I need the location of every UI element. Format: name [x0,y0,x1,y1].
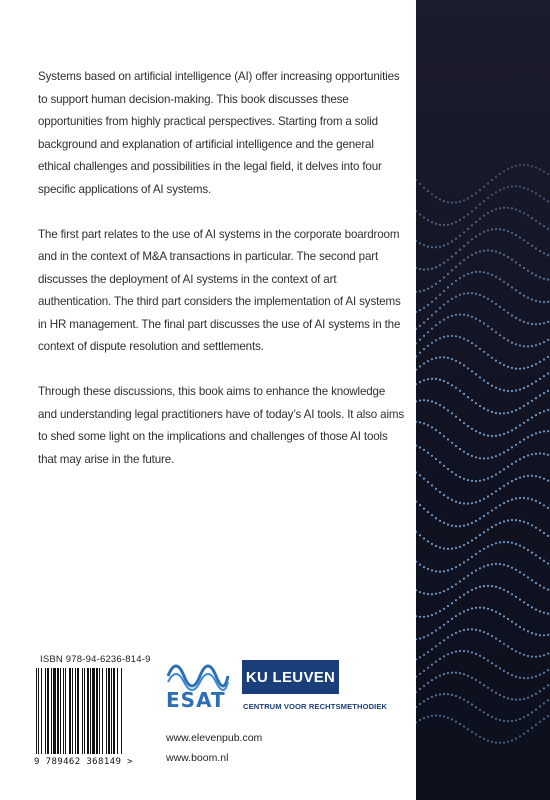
barcode [34,668,156,764]
barcode-digits: 9 789462 368149 > [34,757,133,767]
blurb-paragraph-3: Through these discussions, this book aims to enhance the knowledge and understanding legal practitioners have of today’s AI tools. It also aims to shed some light on the implications and challenges of those AI tools that may arise in the future. [38,385,405,466]
ku-leuven-logo [242,660,339,694]
ku-leuven-subtitle: CENTRUM VOOR RECHTSMETHODIEK [243,702,388,711]
dot-wave-graphic [416,0,550,800]
back-cover-blurb [38,66,406,494]
ku-leuven-logo-text: KU LEUVEN [245,668,336,686]
blurb-paragraph-2: The first part relates to the use of AI systems in the corporate boardroom and in the context of M&A transactions in particular. The second part discusses the deployment of AI systems in the context of art authentication. The third part considers the implementation of AI systems in HR management. The final part discusses the use of AI systems in the context of dispute resolution and settlements. [38,227,401,353]
esat-logo-text: ESAT [166,688,226,712]
blurb-paragraph-1: Systems based on artificial intelligence (AI) offer increasing opportunities to support human decision-making. This book discusses these opportunities from highly practical perspectives. Starting from a solid background and explanation of artificial intelligence and the general ethical challenges and possibilities in the legal field, it delves into four specific applications of AI systems. [38,70,400,196]
publisher-url-eleven[interactable]: www.elevenpub.com [166,732,263,744]
dot-wave-svg [416,0,550,800]
barcode-icon [34,668,156,754]
isbn-label: ISBN 978-94-6236-814-9 [40,654,151,665]
publisher-url-boom[interactable]: www.boom.nl [166,752,229,764]
